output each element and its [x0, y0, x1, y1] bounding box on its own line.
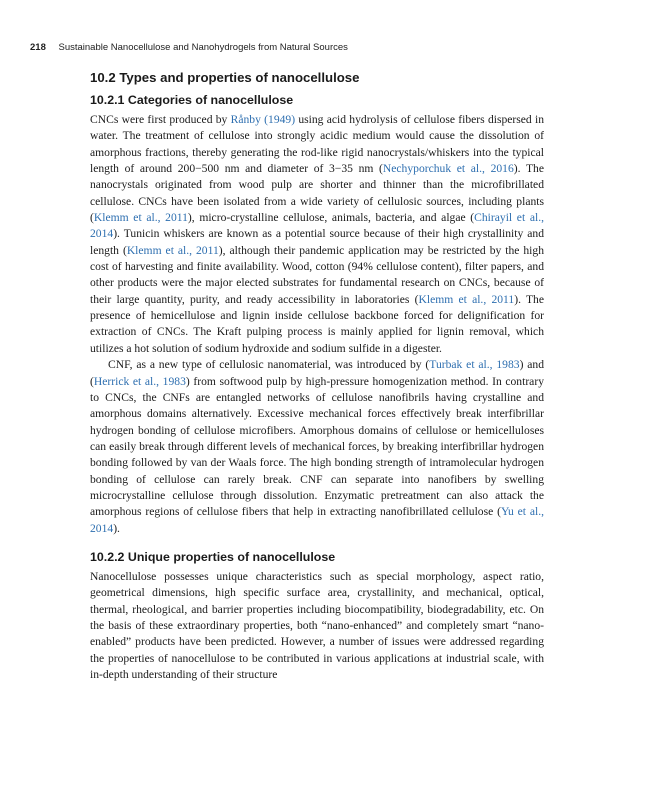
paragraph-text: ). The nanocrystals originated from wood pulp are shorter and thinner than the microfibrillated cellulose. CNCs have been isolated from a wide variety of cellulosic sources, including plants (: [90, 162, 544, 225]
subsection-title: Categories of nanocellulose: [127, 93, 294, 107]
citation-link[interactable]: Nechyporchuk et al., 2016: [382, 162, 514, 176]
subsection-title: Unique properties of nanocellulose: [127, 549, 336, 564]
paragraph-text: ).: [113, 521, 120, 535]
paragraph-text: using acid hydrolysis of cellulose fibers dispersed in water. The treatment of cellulose into strongly acidic medium would cause the dissolution of amorphous fractions, thereby generating the rod-like rigid nanocrystals/whiskers into the typical length of around 200−500 nm and diameter of 3−35 nm (: [90, 113, 545, 176]
main-content: [90, 70, 544, 683]
citation-link[interactable]: Herrick et al., 1983: [93, 374, 186, 388]
paragraph: [90, 569, 544, 683]
running-title: Sustainable Nanocellulose and Nanohydrogels from Natural Sources: [58, 42, 348, 53]
section-heading: [90, 70, 544, 86]
paragraph-text: CNF, as a new type of cellulosic nanomaterial, was introduced by (: [108, 358, 430, 372]
section-title: Types and properties of nanocellulose: [119, 70, 360, 85]
paragraph-text: ), although their pandemic application may be restricted by the high cost of harvesting and finite availability. Wood, cotton (94% cellulose content), filter papers, and other products were the major elected substrates for fundamental research on CNCs, because of their large quantity, purity, and ready accessibility in laboratories (: [90, 243, 544, 306]
citation-link[interactable]: Chirayil et al., 2014: [90, 211, 544, 241]
paragraph-text: ) and (: [90, 358, 544, 388]
subsection-number: 10.2.2: [90, 549, 125, 564]
paragraph-text: ), micro-crystalline cellulose, animals, bacteria, and algae (: [187, 211, 475, 225]
paragraph-text: CNCs were first produced by: [90, 113, 231, 126]
citation-link[interactable]: Turbak et al., 1983: [429, 358, 520, 372]
citation-link[interactable]: Klemm et al., 2011: [126, 243, 219, 257]
subsection-heading-categories: [90, 92, 544, 108]
citation-link[interactable]: Klemm et al., 2011: [418, 292, 515, 306]
section-number: 10.2: [90, 70, 116, 85]
paragraph-text: Nanocellulose possesses unique characteristics such as special morphology, aspect ratio, geometrical dimensions, high specific surface area, crystallinity, and mechanical, optical, thermal, rheological, and barrier properties including biocompatibility, biodegradability, etc. On the basis of these extraordinary properties, both “nano-enhanced” and completely smart “nano-enabled” products have been predicted. However, a number of issues were addressed regarding the properties of nanocellulose to be contributed in various applications at industrial scale, with in-depth understanding of their structure: [90, 569, 544, 681]
paragraph-text: ) from softwood pulp by high-pressure homogenization method. In contrary to CNCs, the CNFs are entangled networks of cellulose nanofibrils having crystalline and amorphous domains alternatively. Excessive mechanical forces effectively break interfibrillar hydrogen bonding of cellulose microfibers. Amorphous domains of cellulose or hemicelluloses can easily break through different levels of mechanical forces, by breaking interfibrillar hydrogen bonding followed by van der Waals force. The high bonding strength of intramolecular hydrogen bonding of cellulose can rarely break. CNF can separate into nanofibers by swelling microcrystalline cellulose through dissolution. Enzymatic pretreatment can also attack the amorphous regions of cellulose fibers that help in extracting nanofibrillated cellulose (: [90, 374, 544, 519]
citation-link[interactable]: Klemm et al., 2011: [93, 211, 188, 225]
paragraph-text: ). Tunicin whiskers are known as a potential source because of their high crystallinity and length (: [90, 227, 544, 257]
subsection-number: 10.2.1: [90, 93, 125, 107]
citation-link[interactable]: Rånby (1949): [230, 113, 296, 126]
paragraph-text: ). The presence of hemicellulose and lignin inside cellulose backbone forced for delignification for extraction of CNCs. The Kraft pulping process is mainly applied for lignin removal, which utilizes a hot solution of sodium hydroxide and sodium sulfide in a digester.: [90, 292, 544, 355]
running-header: [30, 42, 348, 53]
paragraph: [90, 357, 544, 537]
paragraph: [90, 112, 544, 357]
page-number: 218: [30, 42, 46, 53]
citation-link[interactable]: Yu et al., 2014: [90, 505, 545, 535]
subsection-heading-properties: [90, 549, 544, 565]
